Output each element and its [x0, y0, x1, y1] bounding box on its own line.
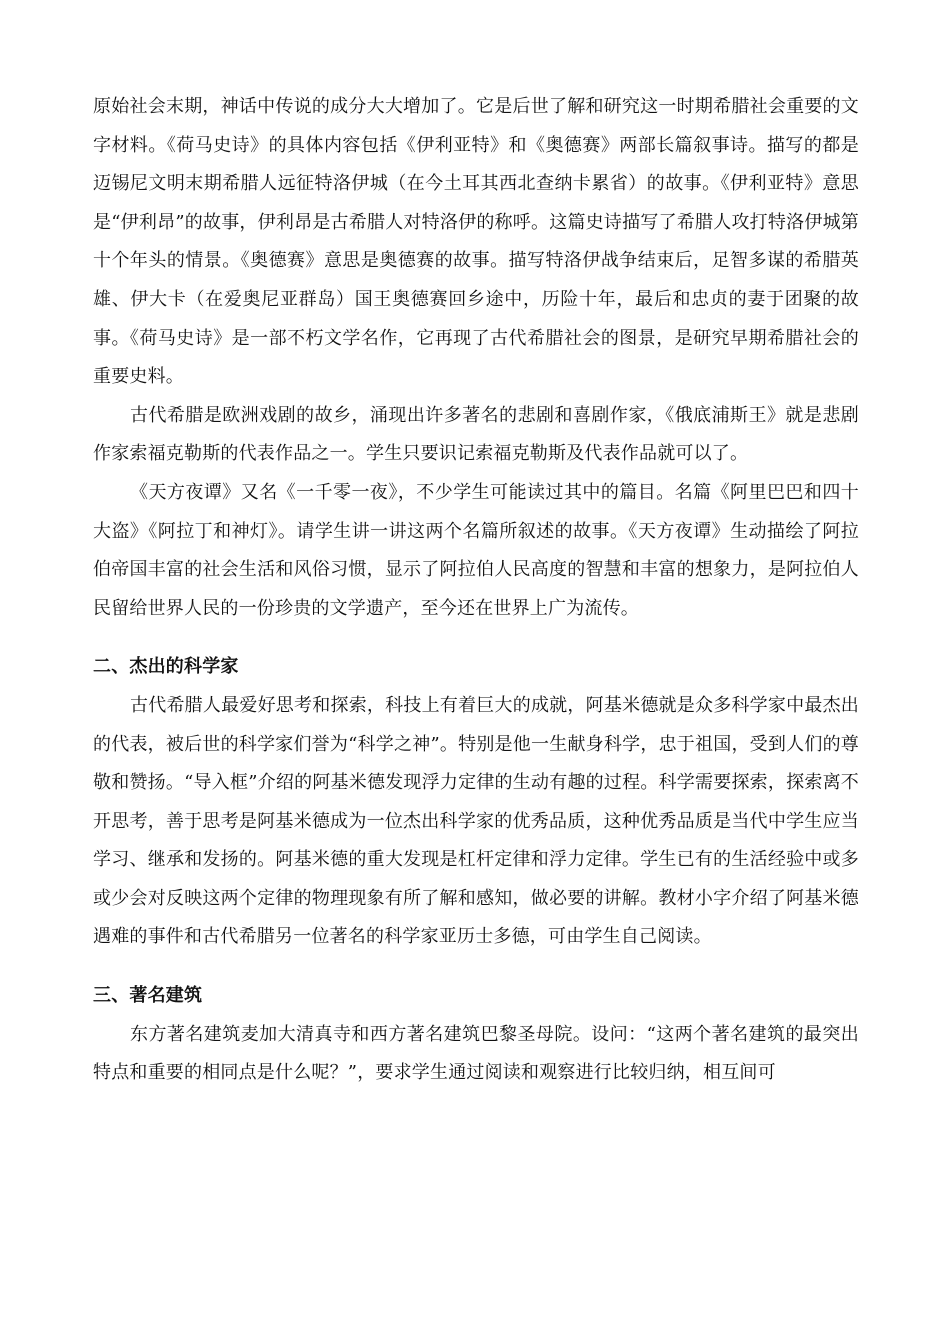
section-spacer [93, 957, 859, 977]
section-spacer [93, 628, 859, 648]
paragraph-greek-drama: 古代希腊是欧洲戏剧的故乡，涌现出许多著名的悲剧和喜剧作家，《俄底浦斯王》就是悲剧作家索福克勒斯的代表作品之一。学生只要识记索福克勒斯及代表作品就可以了。 [93, 404, 859, 465]
paragraph-archimedes: 古代希腊人最爱好思考和探索，科技上有着巨大的成就，阿基米德就是众多科学家中最杰出的代表，被后世的科学家们誉为“科学之神”。特别是他一生献身科学，忠于祖国，受到人们的尊敬和赞扬。“导入框”介绍的阿基米德发现浮力定律的生动有趣的过程。科学需要探索，探索离不开思考，善于思考是阿基米德成为一位杰出科学家的优秀品质，这种优秀品质是当代中学生应当学习、继承和发扬的。阿基米德的重大发现是杠杆定律和浮力定律。学生已有的生活经验中或多或少会对反映这两个定律的物理现象有所了解和感知，做必要的讲解。教材小字介绍了阿基米德遇难的事件和古代希腊另一位著名的科学家亚历士多德，可由学生自己阅读。 [93, 694, 859, 948]
section-heading-scientists: 二、杰出的科学家 [93, 656, 239, 678]
paragraph-homer-epics: 原始社会末期，神话中传说的成分大大增加了。它是后世了解和研究这一时期希腊社会重要的文字材料。《荷马史诗》的具体内容包括《伊利亚特》和《奥德赛》两部长篇叙事诗。描写的都是迈锡尼文明末期希腊人远征特洛伊城（在今土耳其西北查纳卡累省）的故事。《伊利亚特》意思是“伊利昂”的故事，伊利昂是古希腊人对特洛伊的称呼。这篇史诗描写了希腊人攻打特洛伊城第十个年头的情景。《奥德赛》意思是奥德赛的故事。描写特洛伊战争结束后，足智多谋的希腊英雄、伊大卡（在爱奥尼亚群岛）国王奥德赛回乡途中，历险十年，最后和忠贞的妻于团聚的故事。《荷马史诗》是一部不朽文学名作，它再现了古代希腊社会的图景，是研究早期希腊社会的重要史料。 [93, 96, 859, 388]
section-heading-architecture: 三、著名建筑 [93, 985, 203, 1007]
paragraph-famous-buildings: 东方著名建筑麦加大清真寺和西方著名建筑巴黎圣母院。设问：“这两个著名建筑的最突出特点和重要的相同点是什么呢？”，要求学生通过阅读和观察进行比较归纳，相互间可 [93, 1023, 859, 1084]
document-body [93, 88, 859, 1093]
paragraph-arabian-nights: 《天方夜谭》又名《一千零一夜》，不少学生可能读过其中的篇目。名篇《阿里巴巴和四十大盗》《阿拉丁和神灯》。请学生讲一讲这两个名篇所叙述的故事。《天方夜谭》生动描绘了阿拉伯帝国丰富的社会生活和风俗习惯，显示了阿拉伯人民高度的智慧和丰富的想象力，是阿拉伯人民留给世界人民的一份珍贵的文学遗产，至今还在世界上广为流传。 [93, 481, 859, 619]
